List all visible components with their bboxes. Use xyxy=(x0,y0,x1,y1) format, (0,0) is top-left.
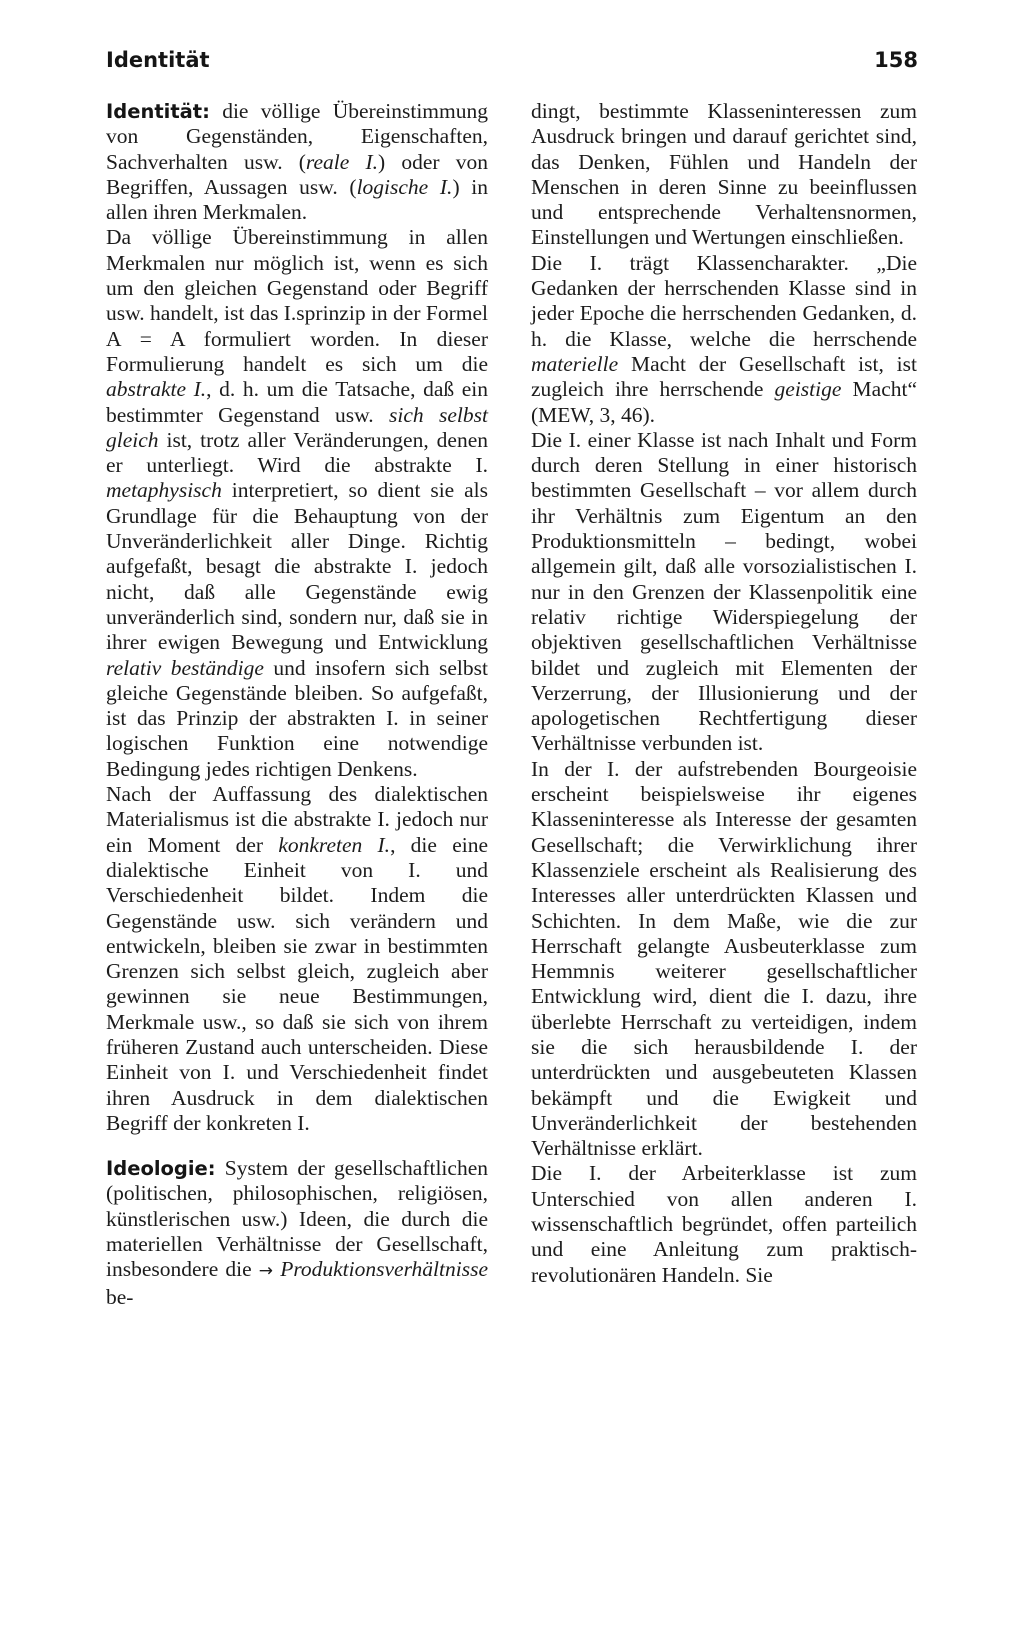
text-run: die völlige Übereinstimmung von Gegenständen, Eigenschaften, Sachverhalten usw. ( xyxy=(106,99,488,174)
text-run: ) oder von Begriffen, Aussagen usw. ( xyxy=(106,149,488,199)
text-run: ist, trotz aller Veränderungen, denen er unterliegt. Wird die abstrakte I. xyxy=(106,427,488,478)
text-run: Macht der Gesellschaft ist, ist zugleich ihre herrschende xyxy=(531,351,917,402)
page-number: 158 xyxy=(874,48,918,72)
entry-lemma: Identität: xyxy=(106,100,210,123)
text-run: be- xyxy=(106,1284,134,1309)
text-run: , die eine dialektische Einheit von I. und Verschiedenheit bildet. Indem die Gegenstände usw. sich verändern und entwickeln, bleiben sie zwar in bestimmten Grenzen sich selbst gleich, zugleich aber gewinnen sie neue Bestimmungen, Merkmale usw., so daß sie sich von ihrem früheren Zustand auch unterscheiden. Diese Einheit von I. und Verschiedenheit findet ihren Ausdruck in dem dialektischen Begriff der konkreten I. xyxy=(106,832,489,1135)
entry-definition xyxy=(106,99,488,225)
text-run: dingt, bestimmte Klasseninteressen zum Ausdruck bringen und darauf gerichtet sind, das Denken, Fühlen und Handeln der Menschen in deren Sinne zu beeinflussen und entsprechende Verhaltensnormen, Einstellungen und Wertungen einschließen. xyxy=(531,99,917,250)
italic-term: relativ beständige xyxy=(106,655,264,680)
right-column xyxy=(531,99,917,1288)
entry-identitaet xyxy=(106,99,488,1136)
entry-definition xyxy=(106,1156,488,1310)
italic-term: konkreten I. xyxy=(278,832,391,857)
left-column xyxy=(106,99,488,1330)
italic-term: geistige xyxy=(774,377,842,402)
cross-reference-arrow-icon: → xyxy=(258,1261,274,1282)
text-run: und insofern sich selbst gleiche Gegenstände bleiben. So aufgefaßt, ist das Prinzip der abstrakten I. in seiner logischen Funktion eine notwendige Bedingung jedes richtigen Denkens. xyxy=(106,655,488,781)
italic-term: logische I. xyxy=(356,174,453,199)
text-run: Die I. trägt Klassencharakter. „Die Gedanken der herrschenden Klasse sind in jeder Epoche die herrschenden Gedanken, d. h. die Klasse, welche die herrschende xyxy=(531,250,917,351)
text-run: Die I. der Arbeiterklasse ist zum Unterschied von allen anderen I. wissenschaftlich begründet, offen parteilich und eine Anleitung zum praktisch-revolutionären Handeln. Sie xyxy=(531,1161,917,1287)
text-run: Die I. einer Klasse ist nach Inhalt und Form durch deren Stellung in einer historisch bestimmten Gesellschaft – vor allem durch ihr Verhältnis zum Eigentum an den Produktionsmitteln – bedingt, wobei allgemein gilt, daß alle vorsozialistischen I. nur in den Grenzen der Klassenpolitik eine relativ richtige Widerspiegelung der objektiven gesellschaftlichen Verhältnisse bildet und zugleich mit Elementen der Verzerrung, der Illusionierung und der apologetischen Rechtfertigung dieser Verhältnisse verbunden ist. xyxy=(531,427,917,756)
text-run: ) in allen ihren Merkmalen. xyxy=(106,174,488,225)
text-run: System der gesellschaftlichen (politischen, philosophischen, religiösen, künstlerischen usw.) Ideen, die durch die materiellen Verhältnisse der Gesellschaft, insbesondere die xyxy=(106,1156,488,1282)
entry-paragraph xyxy=(106,782,488,1136)
entry-paragraph xyxy=(531,99,917,251)
italic-term: sich selbst gleich xyxy=(106,402,488,452)
text-run: interpretiert, so dient sie als Grundlage für die Behauptung von der Unveränderlichkeit aller Dinge. Richtig aufgefaßt, besagt die abstrakte I. jedoch nicht, daß alle Gegenstände ewig unveränderlich sind, sondern nur, daß sie in ihrer ewigen Bewegung und Entwicklung xyxy=(106,478,488,655)
entry-ideologie xyxy=(106,1156,488,1310)
entry-paragraph xyxy=(531,1161,917,1287)
running-head-title: Identität xyxy=(106,48,210,72)
running-head xyxy=(106,48,918,80)
entry-paragraph xyxy=(106,225,488,782)
text-run: Da völlige Übereinstimmung in allen Merkmalen nur möglich ist, wenn es sich um den gleichen Gegenstand oder Begriff usw. handelt, ist das I.sprinzip in der Formel A = A formuliert worden. In dieser Formulierung handelt es sich um die xyxy=(106,225,488,376)
cross-reference-term[interactable]: Produktionsverhältnisse xyxy=(280,1257,489,1282)
text-run: Nach der Auffassung des dialektischen Materialismus ist die abstrakte I. jedoch nur ein Moment der xyxy=(106,782,488,857)
entry-paragraph xyxy=(531,428,917,757)
entry-lemma: Ideologie: xyxy=(106,1157,216,1181)
text-run: Macht“ (MEW, 3, 46). xyxy=(531,377,918,427)
italic-term: materielle xyxy=(531,351,619,376)
italic-term: metaphysisch xyxy=(106,478,222,503)
text-run: , d. h. um die Tatsache, daß ein bestimmter Gegenstand usw. xyxy=(106,377,488,427)
italic-term: abstrakte I. xyxy=(106,377,207,402)
text-run: In der I. der aufstrebenden Bourgeoisie erscheint beispielsweise ihr eigenes Klasseninteresse als Interesse der gesamten Gesellschaft; die Verwirklichung ihrer Klassenziele erscheint als Realisierung des Interesses aller unterdrückten Klassen und Schichten. In dem Maße, wie die zur Herrschaft gelangte Ausbeuterklasse zum Hemmnis weiterer gesellschaftlicher Entwicklung wird, dient die I. dazu, ihre überlebte Herrschaft zu verteidigen, indem sie die sich herausbildende I. der unterdrückten und ausgebeuteten Klassen bekämpft und die Ewigkeit und Unveränderlichkeit der bestehenden Verhältnisse erklärt. xyxy=(531,756,917,1161)
entry-paragraph xyxy=(531,251,917,428)
entry-paragraph xyxy=(531,757,917,1162)
italic-term: reale I. xyxy=(305,149,379,174)
